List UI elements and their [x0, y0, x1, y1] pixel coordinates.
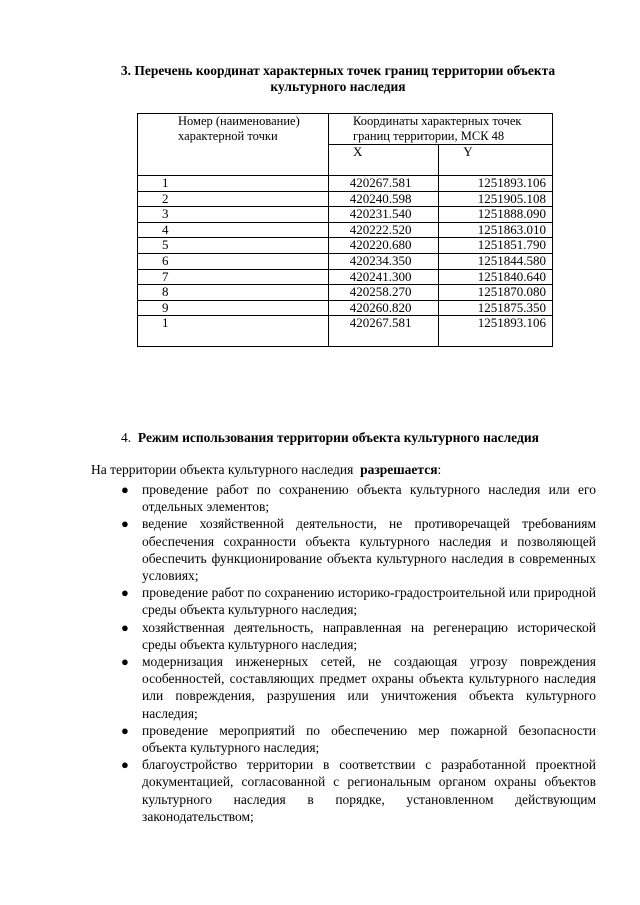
section-4-title: Режим использования территории объекта культурного наследия	[137, 430, 539, 445]
bullet-icon: ●	[121, 482, 129, 497]
point-number: 5	[138, 238, 329, 254]
intro-paragraph	[91, 462, 441, 478]
bullet-icon: ●	[121, 585, 129, 601]
coord-x: 420234.350	[329, 253, 439, 269]
coord-y: 1251844.580	[439, 253, 553, 269]
bullet-icon: ●	[121, 516, 129, 532]
bullet-icon: ●	[121, 722, 129, 738]
coord-x: 420220.680	[329, 238, 439, 254]
list-item	[120, 653, 596, 722]
col-point-header: Номер (наименование) характерной точки	[138, 114, 329, 176]
list-item-text: ведение хозяйственной деятельности, не противоречащей требованиям обеспечения сохранности объекта культурного наследия и позволяющей обеспечить функционирование объекта культурного наследия в современных условиях;	[142, 516, 596, 584]
coord-y: 1251875.350	[439, 300, 553, 316]
list-item	[120, 619, 596, 653]
coord-y: 1251893.106	[439, 176, 553, 192]
coord-x: 420260.820	[329, 300, 439, 316]
table-header-row	[138, 114, 553, 145]
coord-y: 1251863.010	[439, 222, 553, 238]
section-4-heading	[121, 430, 539, 446]
intro-suffix: :	[437, 462, 442, 477]
list-item	[120, 756, 596, 825]
list-item	[120, 584, 596, 618]
point-number: 3	[138, 207, 329, 223]
section-3-heading	[98, 63, 578, 95]
coord-x: 420231.540	[329, 207, 439, 223]
table-row	[138, 285, 553, 301]
section-3-number: 3.	[120, 63, 131, 78]
col-coords-header: Координаты характерных точек границ территории, МСК 48	[329, 114, 553, 145]
coord-x: 420222.520	[329, 222, 439, 238]
coord-x: 420240.598	[329, 191, 439, 207]
point-number: 9	[138, 300, 329, 316]
table-row	[138, 269, 553, 285]
list-item-text: хозяйственная деятельность, направленная на регенерацию исторической среды объекта культурного наследия;	[142, 619, 596, 652]
section-4-number: 4.	[121, 430, 132, 445]
coord-x: 420267.581	[329, 316, 439, 347]
list-item	[120, 481, 596, 515]
list-item	[120, 515, 596, 584]
table-row	[138, 191, 553, 207]
intro-text: На территории объекта культурного наследия	[91, 462, 354, 477]
point-number: 2	[138, 191, 329, 207]
table-row	[138, 176, 553, 192]
permitted-activities-list	[120, 481, 596, 825]
coord-y: 1251870.080	[439, 285, 553, 301]
point-number: 4	[138, 222, 329, 238]
table-row	[138, 300, 553, 316]
coord-x: 420258.270	[329, 285, 439, 301]
point-number: 6	[138, 253, 329, 269]
table-row	[138, 222, 553, 238]
coord-x: 420241.300	[329, 269, 439, 285]
point-number: 7	[138, 269, 329, 285]
col-x-header: X	[329, 145, 439, 176]
coord-y: 1251905.108	[439, 191, 553, 207]
bullet-icon: ●	[121, 757, 129, 773]
list-item-text: модернизация инженерных сетей, не создающая угрозу повреждения особенностей, составляющих предмет охраны объекта культурного наследия или повреждения, разрушения или уничтожения объекта культурного наследия;	[142, 654, 596, 721]
coord-x: 420267.581	[329, 176, 439, 192]
table-row	[138, 253, 553, 269]
bullet-icon: ●	[121, 654, 129, 670]
coord-y: 1251893.106	[439, 316, 553, 347]
section-3-title: Перечень координат характерных точек границ территории объекта культурного наследия	[134, 63, 556, 94]
point-number: 1	[138, 316, 329, 347]
point-number: 8	[138, 285, 329, 301]
coordinates-table	[137, 113, 553, 347]
table-row	[138, 207, 553, 223]
table-row	[138, 316, 553, 347]
coord-y: 1251888.090	[439, 207, 553, 223]
list-item	[120, 722, 596, 756]
bullet-icon: ●	[121, 619, 129, 635]
list-item-text: благоустройство территории в соответствии с разработанной проектной документацией, согласованной с региональным органом охраны объектов культурного наследия в порядке, установленном действующим законодательством;	[142, 757, 596, 824]
list-item-text: проведение работ по сохранению историко-градостроительной или природной среды объекта культурного наследия;	[142, 585, 596, 618]
coord-y: 1251840.640	[439, 269, 553, 285]
point-number: 1	[138, 176, 329, 192]
col-y-header: Y	[439, 145, 553, 176]
list-item-text: проведение мероприятий по обеспечению мер пожарной безопасности объекта культурного наследия;	[142, 722, 596, 756]
table-row	[138, 238, 553, 254]
list-item-text: проведение работ по сохранению объекта культурного наследия или его отдельных элементов;	[142, 482, 596, 515]
coord-y: 1251851.790	[439, 238, 553, 254]
intro-emphasis: разрешается	[360, 462, 438, 477]
